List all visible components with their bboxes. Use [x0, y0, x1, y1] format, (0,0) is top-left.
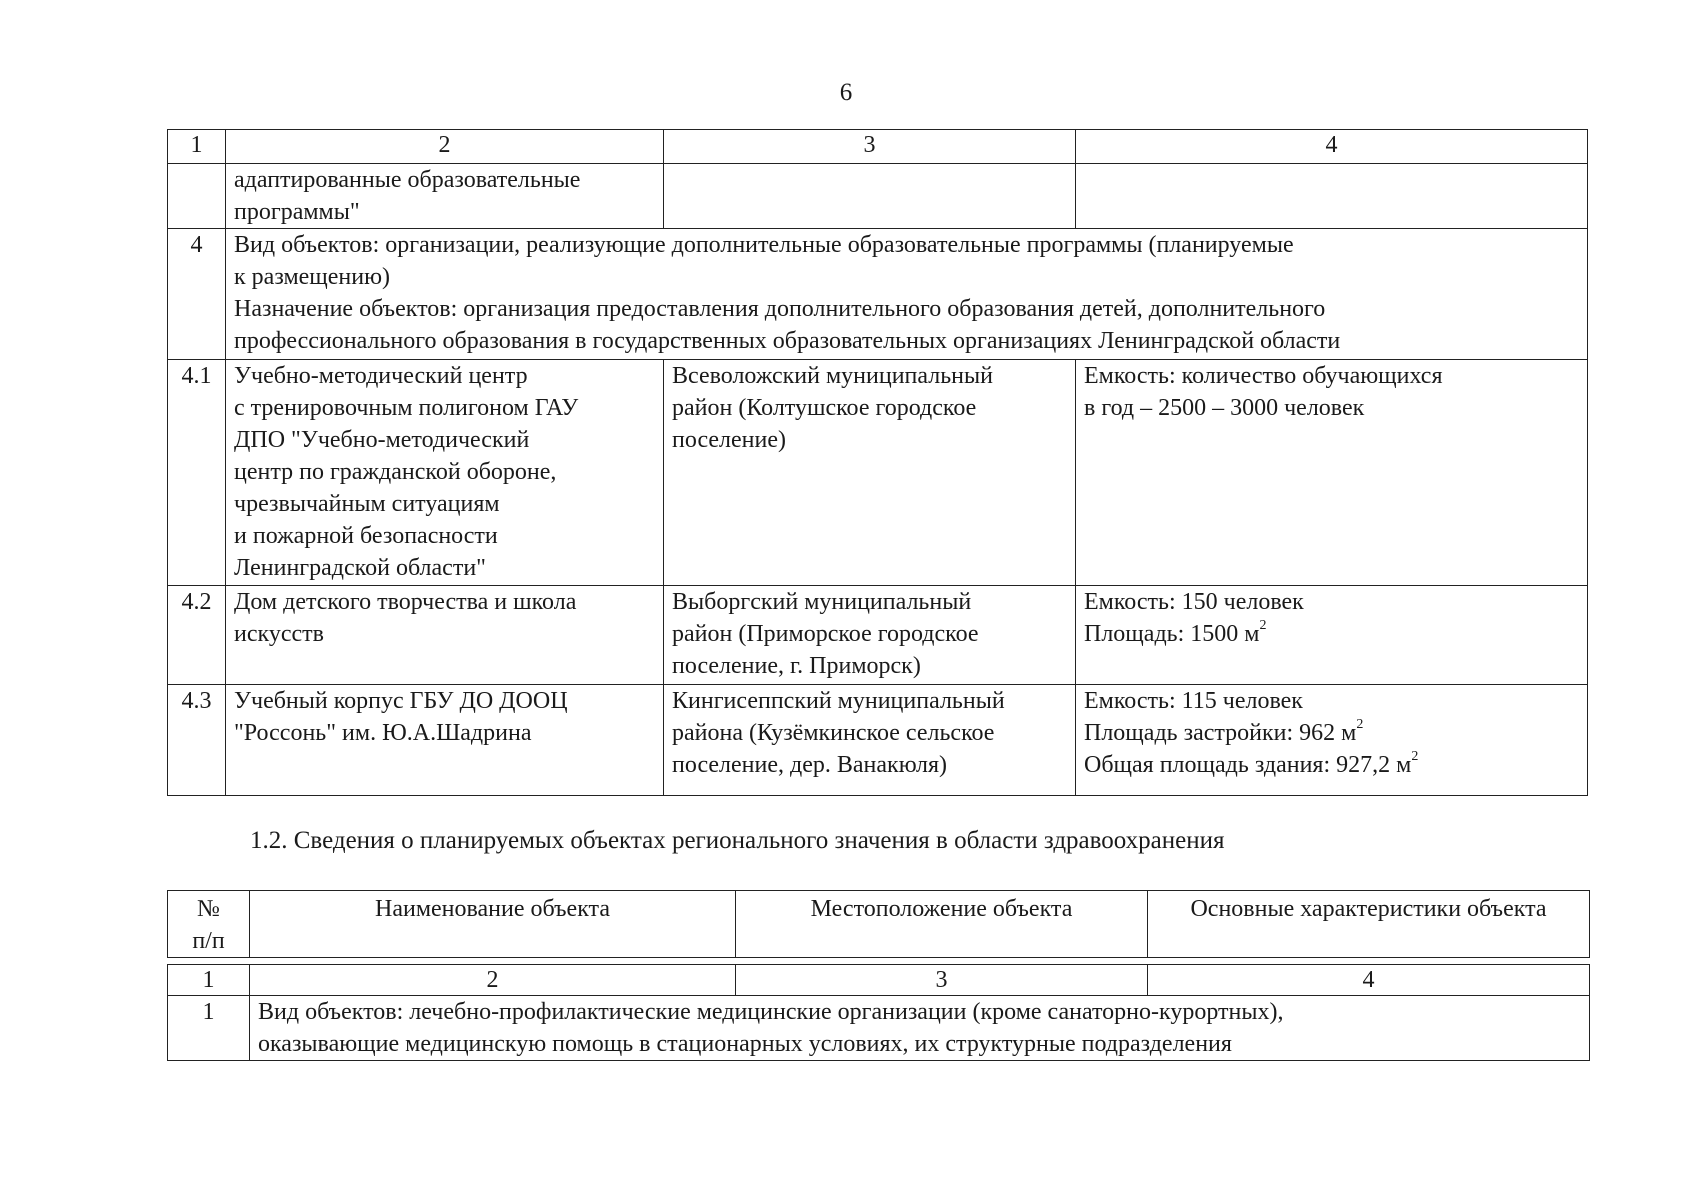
row-number: 4.2	[168, 586, 226, 685]
column-number-row	[168, 965, 1590, 996]
object-characteristics-line	[1084, 749, 1579, 781]
table-row	[168, 685, 1588, 796]
table-row	[168, 229, 1588, 360]
object-location-cell	[664, 360, 1076, 586]
object-name-line: и пожарной безопасности	[234, 523, 498, 549]
object-name-line: Учебно-методический центр	[234, 363, 528, 389]
object-location-line: Выборгский муниципальный	[672, 589, 972, 615]
unit-superscript: 2	[1259, 618, 1267, 633]
object-purpose-line: Назначение объектов: организация предоставления дополнительного образования детей, дополнительного	[234, 296, 1326, 322]
object-name-cell	[226, 685, 664, 796]
healthcare-objects-table	[167, 890, 1590, 1061]
object-name-cell	[226, 586, 664, 685]
object-name-cell	[226, 360, 664, 586]
row-number: 4.1	[168, 360, 226, 586]
header-characteristics: Основные характеристики объекта	[1148, 891, 1590, 958]
unit-superscript: 2	[1411, 749, 1419, 764]
page-number: 6	[839, 79, 853, 106]
object-characteristics-line: в год – 2500 – 3000 человек	[1084, 395, 1365, 421]
object-location-cell	[664, 164, 1076, 229]
area-text: Площадь застройки: 962 м	[1084, 720, 1357, 746]
column-number: 3	[736, 965, 1148, 996]
unit-superscript: 2	[1356, 717, 1364, 732]
header-number-symbol: №	[197, 896, 220, 922]
object-location-line: Кингисеппский муниципальный	[672, 688, 1005, 714]
column-number: 2	[226, 130, 664, 164]
header-row	[168, 891, 1590, 958]
object-type-line: Вид объектов: организации, реализующие дополнительные образовательные программы (планируемые	[234, 232, 1294, 258]
header-location: Местоположение объекта	[736, 891, 1148, 958]
column-number: 1	[168, 130, 226, 164]
object-type-line: к размещению)	[234, 264, 391, 290]
object-characteristics-cell	[1076, 685, 1588, 796]
object-name-line: чрезвычайным ситуациям	[234, 491, 500, 517]
object-name-line: искусств	[234, 621, 324, 647]
header-separator	[168, 958, 1590, 965]
row-number: 1	[168, 996, 250, 1061]
separator-cell	[168, 958, 1590, 965]
column-number: 4	[1076, 130, 1588, 164]
object-characteristics-line	[1084, 618, 1579, 650]
object-characteristics-line: Емкость: 150 человек	[1084, 589, 1304, 615]
object-name-line: Дом детского творчества и школа	[234, 589, 577, 615]
table-row	[168, 996, 1590, 1061]
column-number: 1	[168, 965, 250, 996]
header-number-abbr: п/п	[192, 928, 225, 954]
object-characteristics-cell	[1076, 360, 1588, 586]
object-location-line: поселение, г. Приморск)	[672, 653, 921, 679]
column-number-row	[168, 130, 1588, 164]
object-location-line: район (Колтушское городское	[672, 395, 977, 421]
row-number: 4	[168, 229, 226, 360]
object-name-line: Учебный корпус ГБУ ДО ДООЦ	[234, 688, 568, 714]
object-name-line: с тренировочным полигоном ГАУ	[234, 395, 579, 421]
object-name-line: центр по гражданской обороне,	[234, 459, 557, 485]
object-name-line: программы"	[234, 199, 360, 225]
object-purpose-line: профессионального образования в государственных образовательных организациях Ленинградской области	[234, 328, 1341, 354]
column-number: 4	[1148, 965, 1590, 996]
object-name-line: Ленинградской области"	[234, 555, 486, 581]
area-text: Общая площадь здания: 927,2 м	[1084, 752, 1412, 778]
column-number: 3	[664, 130, 1076, 164]
object-location-line: района (Кузёмкинское сельское	[672, 720, 995, 746]
object-type-cell	[226, 229, 1588, 360]
object-characteristics-line	[1084, 717, 1579, 749]
table-row	[168, 360, 1588, 586]
object-characteristics-line: Емкость: 115 человек	[1084, 688, 1303, 714]
object-characteristics-cell	[1076, 586, 1588, 685]
object-location-line: Всеволожский муниципальный	[672, 363, 993, 389]
object-name-line: адаптированные образовательные	[234, 167, 581, 193]
object-type-cell	[250, 996, 1590, 1061]
object-name-line: ДПО "Учебно-методический	[234, 427, 530, 453]
row-number	[168, 164, 226, 229]
objects-table	[167, 129, 1588, 796]
table-row	[168, 164, 1588, 229]
object-characteristics-line: Емкость: количество обучающихся	[1084, 363, 1443, 389]
area-text: Площадь: 1500 м	[1084, 621, 1260, 647]
object-location-line: поселение)	[672, 427, 786, 453]
table-row	[168, 586, 1588, 685]
object-type-line: оказывающие медицинскую помощь в стационарных условиях, их структурные подразделения	[258, 1031, 1232, 1057]
object-location-line: поселение, дер. Ванакюля)	[672, 752, 948, 778]
object-type-line: Вид объектов: лечебно-профилактические медицинские организации (кроме санаторно-курортных),	[258, 999, 1284, 1025]
object-name-line: "Россонь" им. Ю.А.Шадрина	[234, 720, 532, 746]
row-number: 4.3	[168, 685, 226, 796]
object-characteristics-cell	[1076, 164, 1588, 229]
section-title: 1.2. Сведения о планируемых объектах регионального значения в области здравоохранения	[250, 827, 1225, 854]
column-number: 2	[250, 965, 736, 996]
header-number	[168, 891, 250, 958]
header-name: Наименование объекта	[250, 891, 736, 958]
object-location-cell	[664, 586, 1076, 685]
object-location-cell	[664, 685, 1076, 796]
object-name-cell	[226, 164, 664, 229]
object-location-line: район (Приморское городское	[672, 621, 979, 647]
